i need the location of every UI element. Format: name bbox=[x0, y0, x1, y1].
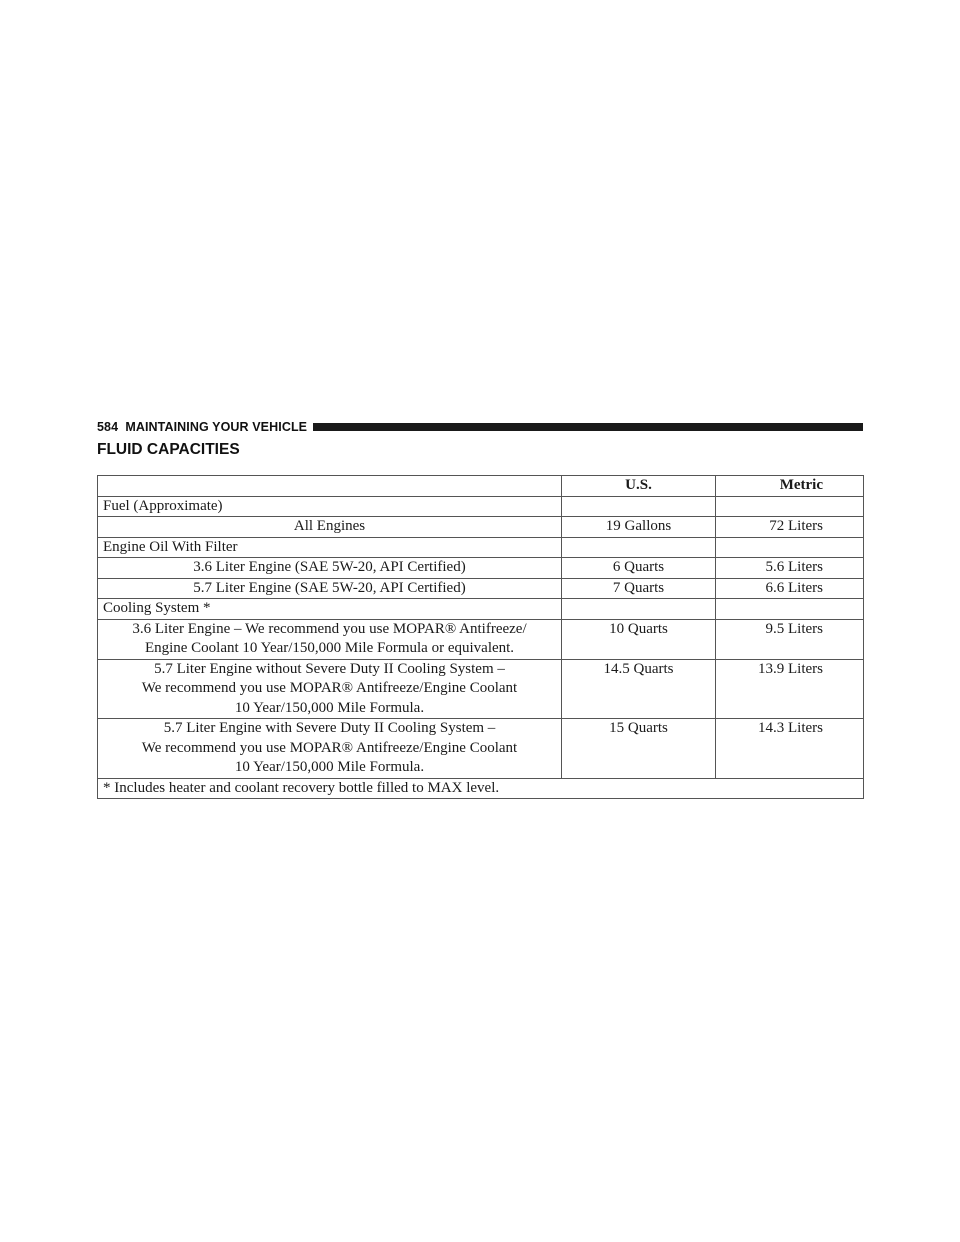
category-row bbox=[98, 599, 864, 620]
item-label-line: 3.6 Liter Engine – We recommend you use MOPAR® Antifreeze/ bbox=[132, 620, 527, 637]
us-value: 19 Gallons bbox=[562, 517, 716, 538]
table-row bbox=[98, 659, 864, 719]
metric-value: 6.6 Liters bbox=[716, 578, 864, 599]
item-label: 5.7 Liter Engine (SAE 5W-20, API Certified) bbox=[98, 578, 562, 599]
footnote-row bbox=[98, 778, 864, 799]
category-label: Cooling System * bbox=[98, 599, 562, 620]
column-header-item bbox=[98, 476, 562, 497]
table-row bbox=[98, 558, 864, 579]
item-label-line: We recommend you use MOPAR® Antifreeze/Engine Coolant bbox=[141, 739, 518, 756]
item-label: All Engines bbox=[98, 517, 562, 538]
table-row bbox=[98, 619, 864, 659]
us-value: 15 Quarts bbox=[562, 719, 716, 779]
category-label: Fuel (Approximate) bbox=[98, 496, 562, 517]
item-label bbox=[98, 659, 562, 719]
column-header-metric: Metric bbox=[716, 476, 864, 497]
us-value bbox=[562, 599, 716, 620]
metric-value: 14.3 Liters bbox=[716, 719, 864, 779]
us-value: 7 Quarts bbox=[562, 578, 716, 599]
metric-value bbox=[716, 496, 864, 517]
table-row bbox=[98, 578, 864, 599]
us-value bbox=[562, 537, 716, 558]
item-label-line: 5.7 Liter Engine with Severe Duty II Cooling System – bbox=[163, 720, 496, 736]
item-label bbox=[98, 619, 562, 659]
metric-value bbox=[716, 599, 864, 620]
item-label-line: 10 Year/150,000 Mile Formula. bbox=[234, 699, 425, 716]
fluid-capacities-table bbox=[97, 475, 864, 799]
category-label: Engine Oil With Filter bbox=[98, 537, 562, 558]
metric-value: 5.6 Liters bbox=[716, 558, 864, 579]
table-row bbox=[98, 517, 864, 538]
table-header-row bbox=[98, 476, 864, 497]
section-name: MAINTAINING YOUR VEHICLE bbox=[125, 420, 308, 434]
table-body bbox=[98, 496, 864, 778]
category-row bbox=[98, 496, 864, 517]
metric-value: 9.5 Liters bbox=[716, 619, 864, 659]
page-title: FLUID CAPACITIES bbox=[97, 441, 240, 458]
item-label-line: Engine Coolant 10 Year/150,000 Mile Formula or equivalent. bbox=[144, 640, 515, 656]
item-label-line: We recommend you use MOPAR® Antifreeze/Engine Coolant bbox=[141, 680, 518, 696]
metric-value bbox=[716, 537, 864, 558]
item-label: 3.6 Liter Engine (SAE 5W-20, API Certified) bbox=[98, 558, 562, 579]
column-header-us: U.S. bbox=[562, 476, 716, 497]
us-value bbox=[562, 496, 716, 517]
page-number: 584 bbox=[97, 420, 119, 434]
item-label-line: 5.7 Liter Engine without Severe Duty II Cooling System – bbox=[154, 660, 505, 677]
us-value: 6 Quarts bbox=[562, 558, 716, 579]
item-label bbox=[98, 719, 562, 779]
us-value: 14.5 Quarts bbox=[562, 659, 716, 719]
category-row bbox=[98, 537, 864, 558]
metric-value: 72 Liters bbox=[716, 517, 864, 538]
table-row bbox=[98, 719, 864, 779]
metric-value: 13.9 Liters bbox=[716, 659, 864, 719]
page-header bbox=[97, 418, 863, 436]
item-label-line: 10 Year/150,000 Mile Formula. bbox=[234, 759, 425, 775]
us-value: 10 Quarts bbox=[562, 619, 716, 659]
header-rule bbox=[313, 423, 863, 431]
page-header-text bbox=[97, 420, 307, 434]
table-footnote: * Includes heater and coolant recovery bottle filled to MAX level. bbox=[98, 778, 864, 799]
